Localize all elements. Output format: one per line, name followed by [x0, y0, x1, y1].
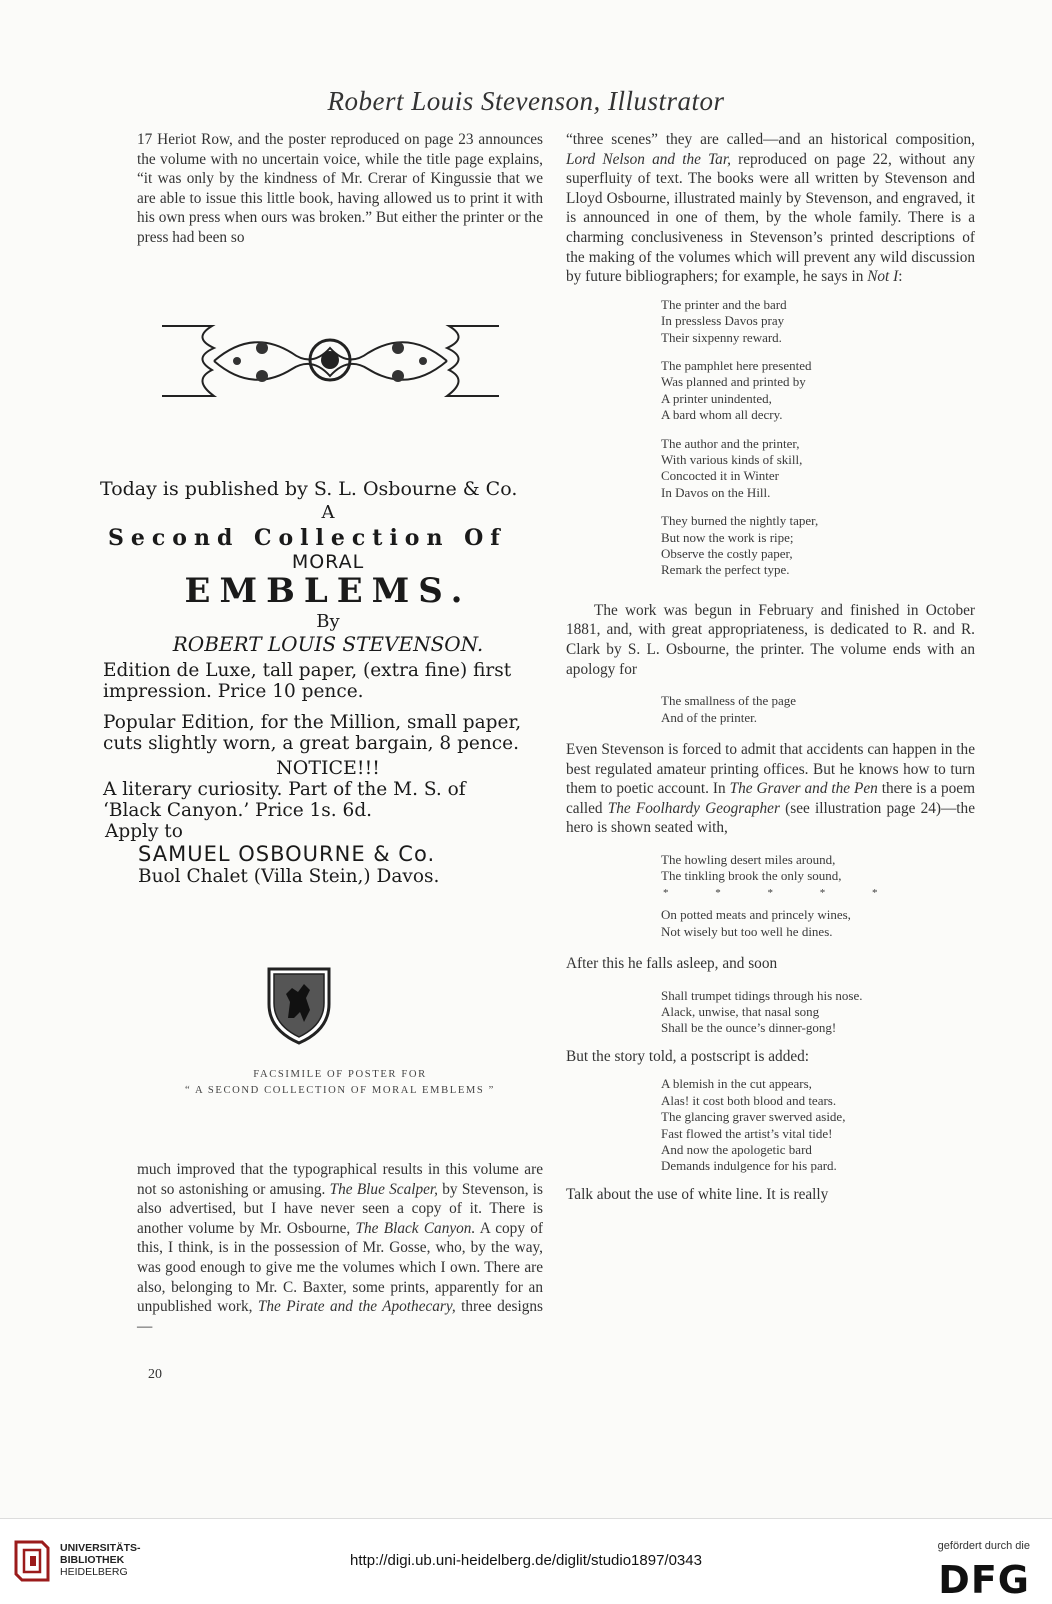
verse-quotation: [661, 988, 975, 1037]
text-run: there is a poem called: [566, 780, 975, 817]
verse-line: In pressless Davos pray: [661, 313, 785, 329]
text-run: “three scenes” they are called—and an historical composition,: [566, 131, 975, 148]
verse-quotation: [661, 852, 975, 940]
library-name-line: BIBLIOTHEK: [60, 1554, 125, 1566]
poster-line: ‘Black Canyon.’ Price 1s. 6d.: [103, 800, 373, 821]
poster-line: Edition de Luxe, tall paper, (extra fine) first: [103, 660, 512, 681]
poster-line: By: [316, 611, 340, 632]
body-paragraph: [566, 130, 975, 287]
verse-line: Their sixpenny reward.: [661, 329, 782, 345]
verse-quotation: [661, 1076, 975, 1174]
verse-line: The author and the printer,: [661, 435, 800, 451]
verse-line: Alas! it cost both blood and tears.: [661, 1092, 837, 1108]
text-run: by Stevenson, is also advertised, but I have never seen a copy of it. There is another volume by Mr. Osbourne,: [137, 1180, 544, 1237]
funding-note: gefördert durch die: [937, 1540, 1030, 1552]
title-italic: Not I: [867, 268, 899, 286]
verse-line: The smallness of the page: [661, 693, 797, 709]
verse-line: A blemish in the cut appears,: [661, 1076, 812, 1092]
verse-line: On potted meats and princely wines,: [661, 907, 851, 923]
verse-line: And now the apologetic bard: [661, 1142, 812, 1158]
poster-line: Apply to: [105, 821, 183, 842]
poster-line: SAMUEL OSBOURNE & Co.: [138, 842, 436, 866]
dfg-logo: DFG: [938, 1558, 1030, 1602]
text-run: Even Stevenson is forced to admit that accidents can happen in the best regulated amateur printing offices. But he knows how to turn them to poetic account. In: [566, 741, 975, 798]
poster-line: A literary curiosity. Part of the M. S. of: [103, 779, 466, 800]
verse-line: In Davos on the Hill.: [661, 484, 771, 500]
verse-line: The pamphlet here presented: [661, 357, 812, 373]
body-paragraph: Talk about the use of white line. It is really: [566, 1185, 829, 1203]
verse-line: Demands indulgence for his pard.: [661, 1158, 837, 1174]
body-paragraph: [566, 740, 975, 838]
poster-line: Popular Edition, for the Million, small paper,: [103, 712, 522, 733]
body-paragraph: The work was begun in February and finished in October 1881, and, with great appropriateness, is dedicated to R. and R. Clark by S. L. Osbourne, the printer. The volume ends with an apology for: [566, 601, 975, 678]
verse-line: But now the work is ripe;: [661, 529, 794, 545]
verse-line: A bard whom all decry.: [661, 407, 783, 423]
poster-line: cuts slightly worn, a great bargain, 8 pence.: [103, 733, 519, 754]
permalink-url[interactable]: http://digi.ub.uni-heidelberg.de/diglit/studio1897/0343: [350, 1552, 702, 1569]
poster-line: Today is published by S. L. Osbourne & Co.: [100, 478, 518, 500]
poster-line: impression. Price 10 pence.: [103, 681, 364, 702]
verse-line: Fast flowed the artist’s vital tide!: [661, 1125, 833, 1141]
viewer-footer: [0, 1518, 1052, 1604]
verse-line: The tinkling brook the only sound,: [661, 868, 842, 884]
poster-line: MORAL: [291, 551, 365, 573]
running-head: Robert Louis Stevenson, Illustrator: [327, 86, 725, 116]
text-run: :: [898, 268, 903, 286]
verse-line: Shall trumpet tidings through his nose.: [661, 987, 863, 1003]
poster-line: EMBLEMS.: [184, 571, 472, 611]
verse-line: Concocted it in Winter: [661, 468, 780, 484]
poster-line: A: [321, 502, 335, 523]
verse-line: They burned the nightly taper,: [661, 513, 819, 529]
verse-line: Was planned and printed by: [661, 374, 806, 390]
text-run: much improved that the typographical results in this volume are not so astonishing or amusing.: [137, 1161, 543, 1198]
text-run: A copy of this, I think, is in the possession of Mr. Gosse, who, by the way, was good enough to give me the volumes which I own. There are also, belonging to Mr. C. Baxter, some prints, apparently for an unpublished work,: [137, 1219, 544, 1316]
verse-line: And of the printer.: [661, 709, 758, 725]
right-column: [566, 130, 975, 1204]
library-name-line: HEIDELBERG: [60, 1566, 128, 1578]
body-paragraph: After this he falls asleep, and soon: [566, 955, 778, 973]
verse-line: Remark the perfect type.: [661, 562, 790, 578]
body-paragraph: [137, 1160, 543, 1336]
verse-line: Observe the costly paper,: [661, 546, 793, 562]
footer-divider: [0, 1518, 1052, 1519]
title-italic: The Pirate and the Apothecary,: [257, 1298, 456, 1316]
title-italic: The Black Canyon.: [355, 1219, 476, 1237]
title-italic: The Graver and the Pen: [729, 780, 878, 798]
poster-line: Buol Chalet (Villa Stein,) Davos.: [138, 866, 440, 887]
body-paragraph: 17 Heriot Row, and the poster reproduced on page 23 announces the volume with no uncertain voice, while the title page explains, “it was only by the kindness of Mr. Crerar of Kingussie that we are able to issue this little book, having allowed us to print it with his own press when ours was broken.” But either the printer or the press had been so: [137, 131, 543, 246]
verse-quotation: [661, 693, 975, 726]
figure-caption: “ A SECOND COLLECTION OF MORAL EMBLEMS ”: [185, 1085, 495, 1096]
title-italic: Lord Nelson and the Tar,: [566, 150, 731, 168]
stanza: [661, 513, 975, 579]
verse-line: The glancing graver swerved aside,: [661, 1109, 846, 1125]
library-name-line: UNIVERSITÄTS-: [60, 1542, 141, 1554]
poster-facsimile: [100, 478, 548, 887]
page-number: 20: [148, 1367, 162, 1382]
verse-line: The howling desert miles around,: [661, 852, 836, 867]
verse-line: Shall be the ounce’s dinner-gong!: [661, 1020, 837, 1036]
poster-line: NOTICE!!!: [276, 757, 380, 779]
verse-line: Alack, unwise, that nasal song: [661, 1004, 820, 1020]
text-run: reproduced on page 22, without any superfluity of text. The books were all written by Stevenson and Lloyd Osbourne, illustrated mainly by Stevenson, and engraved, it is announced in one of them, by the whole family. There is a charming conclusiveness in Stevenson’s printed descriptions of the making of the volumes which will prevent any wild discussion by future bibliographers; for example, he says in: [566, 150, 975, 286]
verse-line: With various kinds of skill,: [661, 452, 803, 467]
left-column-bottom: [137, 1160, 543, 1336]
decorative-ornament: [152, 318, 509, 404]
poster-line: ROBERT LOUIS STEVENSON.: [172, 632, 484, 656]
text-run: three designs—: [137, 1298, 543, 1335]
stanza: [661, 297, 975, 346]
left-column-top: [137, 130, 543, 248]
heraldic-shield-icon: [266, 966, 332, 1046]
title-italic: The Foolhardy Geographer: [607, 799, 780, 817]
poster-line: Second Collection Of: [108, 525, 507, 551]
verse-line: The printer and the bard: [661, 296, 787, 312]
stanza: [661, 436, 975, 502]
body-paragraph: But the story told, a postscript is added:: [566, 1047, 810, 1065]
asterism: * * * * *: [663, 886, 900, 899]
figure-caption: FACSIMILE OF POSTER FOR: [253, 1069, 427, 1080]
title-italic: The Blue Scalper,: [329, 1180, 438, 1198]
stanza: [661, 358, 975, 424]
text-run: (see illustration page 24)—the hero is shown seated with,: [566, 799, 975, 837]
verse-quotation: [661, 297, 975, 579]
verse-line: Not wisely but too well he dines.: [661, 923, 833, 939]
verse-line: A printer unindented,: [661, 390, 772, 406]
